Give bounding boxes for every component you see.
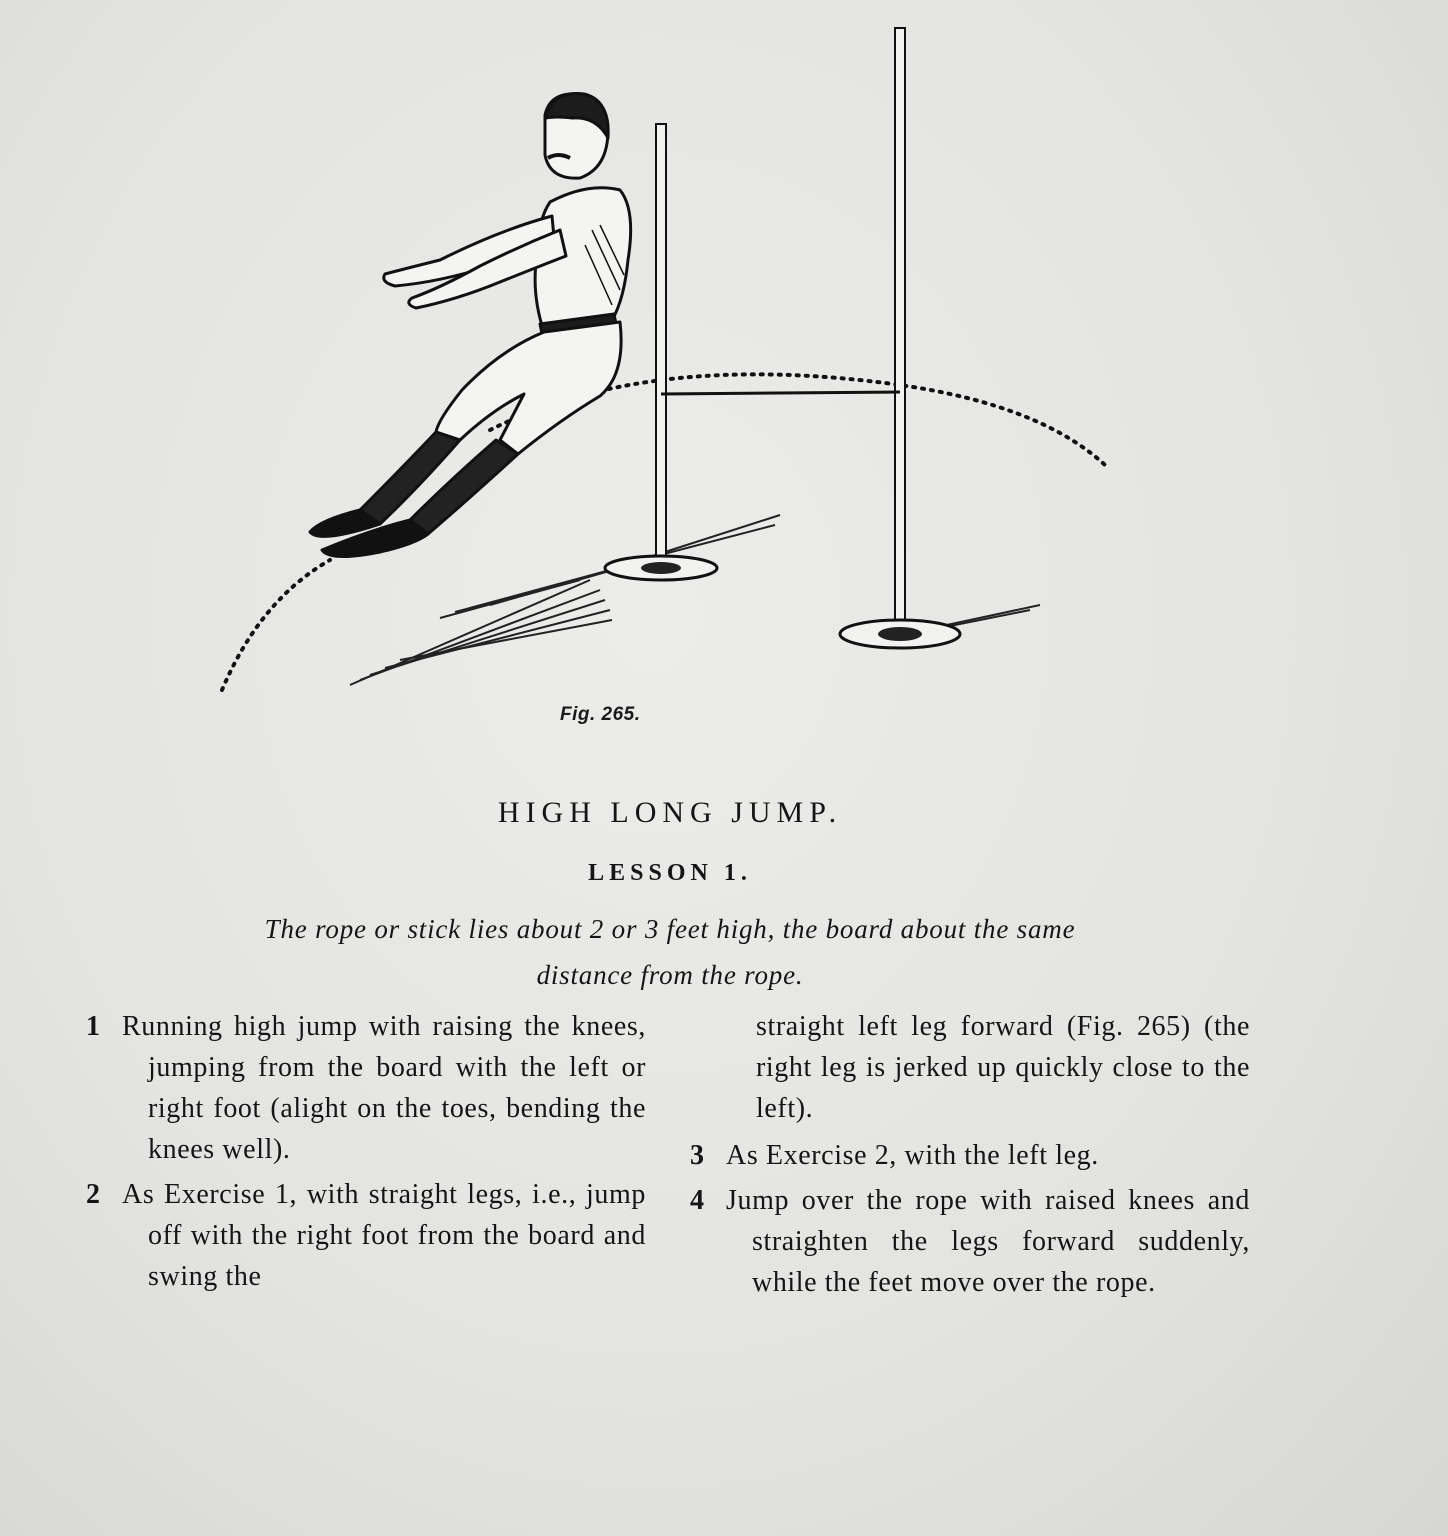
intro-paragraph — [110, 906, 1230, 998]
rope — [661, 392, 900, 394]
exercise-text: the knees, jumping from the board with the left or right foot (alight on the toes, bending the knees well). — [148, 1011, 646, 1165]
lesson-heading: LESSON 1. — [588, 860, 752, 886]
exercise-lead: As Exercise 1, with straight legs, — [122, 1179, 523, 1210]
exercise-text: i.e., jump off with the right foot from the board and swing the — [148, 1179, 647, 1292]
jump-illustration — [200, 20, 1140, 700]
exercise-3 — [690, 1135, 1250, 1176]
exercise-lead: Running high jump with raising — [122, 1011, 513, 1042]
figure-caption: Fig. 265. — [560, 704, 641, 725]
exercise-1 — [86, 1006, 646, 1170]
exercise-2-continuation: straight left leg forward (Fig. 265) (the right leg is jerked up quickly close to the left). — [756, 1011, 1250, 1124]
exercise-4 — [690, 1180, 1250, 1303]
right-standard — [840, 28, 960, 648]
exercise-number: 4 — [690, 1185, 705, 1216]
exercise-number: 1 — [86, 1011, 101, 1042]
page-title: HIGH LONG JUMP. — [497, 796, 843, 829]
jumping-man — [310, 94, 631, 557]
ground-shadow — [350, 515, 1040, 685]
intro-line-1: The rope or stick lies about 2 or 3 feet high, the board about the same — [264, 914, 1076, 944]
intro-line-2: distance from the rope. — [536, 960, 804, 990]
left-column — [86, 1006, 646, 1301]
exercise-2 — [86, 1174, 646, 1297]
exercise-text: knees and straighten the legs forward suddenly, while the feet move over the rope. — [752, 1185, 1250, 1298]
exercise-number: 3 — [690, 1140, 705, 1171]
exercise-lead: As Exercise 2, with the left leg. — [726, 1140, 1099, 1171]
right-column — [690, 1006, 1250, 1307]
exercise-lead: Jump over the rope with raised — [726, 1185, 1116, 1216]
exercise-number: 2 — [86, 1179, 101, 1210]
